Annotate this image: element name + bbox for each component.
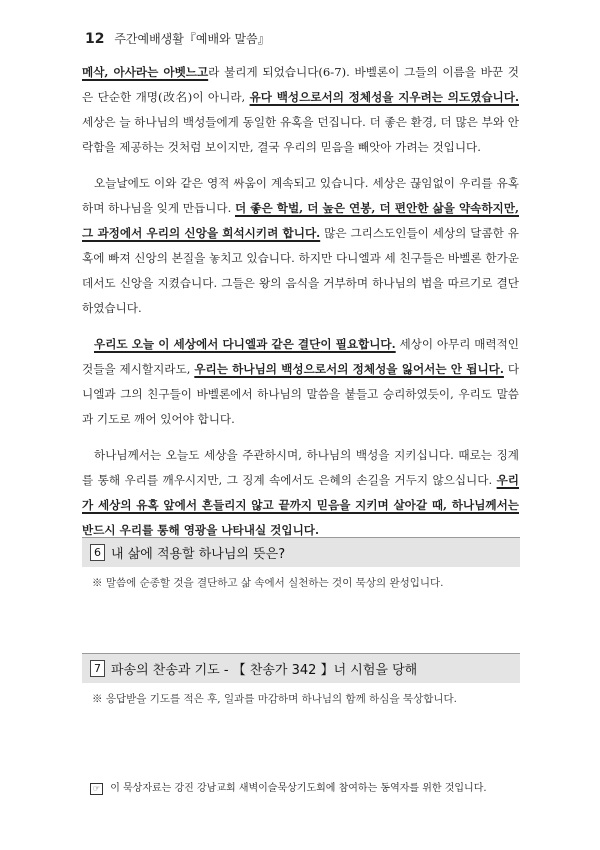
section-apply bbox=[82, 537, 520, 590]
page-header bbox=[85, 30, 270, 47]
emphasis-text: 유다 백성으로서의 정체성을 지우려는 의도였습니다. bbox=[249, 90, 519, 104]
footer-note bbox=[90, 779, 487, 795]
section-number-badge: 7 bbox=[90, 660, 105, 677]
section-hymn-title: 파송의 찬송과 기도 - 【 찬송가 342 】너 시험을 당해 bbox=[111, 663, 418, 678]
emphasis-text: 메삭, 아사라는 아벳느고 bbox=[82, 65, 209, 79]
page-header-title: 주간예배생활『예배와 말씀』 bbox=[114, 32, 270, 46]
emphasis-text: 우리는 하나님의 백성으로서의 정체성을 잃어서는 안 됩니다. bbox=[194, 362, 504, 376]
body-text-run: 하나님께서는 오늘도 세상을 주관하시며, 하나님의 백성을 지키십니다. 때로는 징계를 통해 우리를 깨우시지만, 그 징계 속에서도 은혜의 손길을 거두지 않으십니다. bbox=[82, 448, 519, 487]
body-text bbox=[82, 60, 519, 554]
body-text-run: 많은 그리스도인들이 세상의 달콤한 유혹에 빠져 신앙의 본질을 놓치고 있습니다. 하지만 다니엘과 세 친구들은 바벨론 한가운데서도 신앙을 지켰습니다. 그들은 왕의 음식을 거부하며 하나님의 법을 따르기로 결단하였습니다. bbox=[82, 226, 520, 315]
section-apply-title: 내 삶에 적용할 하나님의 뜻은? bbox=[111, 547, 286, 562]
body-text-run: 오늘날에도 이와 같은 영적 싸움이 계속되고 있습니다. 세상은 끊임없이 우리를 유혹하며 하나님을 잊게 만듭니다. bbox=[82, 176, 519, 215]
section-hymn bbox=[82, 653, 520, 706]
pointing-hand-icon: ☞ bbox=[90, 783, 103, 795]
body-text-run: 다니엘과 그의 친구들이 바벨론에서 하나님의 말씀을 붙들고 승리하였듯이, 우리도 말씀과 기도로 깨어 있어야 합니다. bbox=[82, 362, 520, 426]
body-text-run: 라 불리게 되었습니다(6-7). 바벨론이 그들의 이름을 바꾼 것은 단순한 개명(改名)이 아니라, bbox=[82, 65, 519, 104]
body-text-run: 세상이 아무리 매력적인 것들을 제시할지라도, bbox=[82, 337, 519, 376]
emphasis-text: 우리도 오늘 이 세상에서 다니엘과 같은 결단이 필요합니다. bbox=[94, 337, 396, 351]
section-apply-bar bbox=[82, 537, 520, 567]
paragraph-2 bbox=[82, 171, 519, 321]
paragraph-3 bbox=[82, 332, 519, 432]
page-number: 12 bbox=[85, 31, 105, 47]
paragraph-4 bbox=[82, 443, 519, 543]
paragraph-1 bbox=[82, 60, 519, 160]
section-hymn-bar bbox=[82, 653, 520, 683]
section-hymn-note: ※ 응답받을 기도를 적은 후, 일과를 마감하며 하나님의 함께 하심을 묵상합니다. bbox=[92, 693, 457, 705]
body-text-run: 세상은 늘 하나님의 백성들에게 동일한 유혹을 던집니다. 더 좋은 환경, 더 많은 부와 안락함을 제공하는 것처럼 보이지만, 결국 우리의 믿음을 빼앗아 가려는 것입니다. bbox=[82, 115, 519, 154]
emphasis-text: 우리가 세상의 유혹 앞에서 흔들리지 않고 끝까지 믿음을 지키며 살아갈 때, 하나님께서는 반드시 우리를 통해 영광을 나타내실 것입니다. bbox=[82, 473, 519, 537]
section-apply-note: ※ 말씀에 순종할 것을 결단하고 삶 속에서 실천하는 것이 묵상의 완성입니다. bbox=[92, 577, 444, 589]
section-number-badge: 6 bbox=[90, 544, 105, 561]
footer-text: 이 묵상자료는 강진 강남교회 새벽이슬묵상기도회에 참여하는 동역자를 위한 것입니다. bbox=[110, 783, 487, 794]
emphasis-text: 더 좋은 학벌, 더 높은 연봉, 더 편안한 삶을 약속하지만, 그 과정에서 우리의 신앙을 희석시키려 합니다. bbox=[82, 201, 519, 240]
